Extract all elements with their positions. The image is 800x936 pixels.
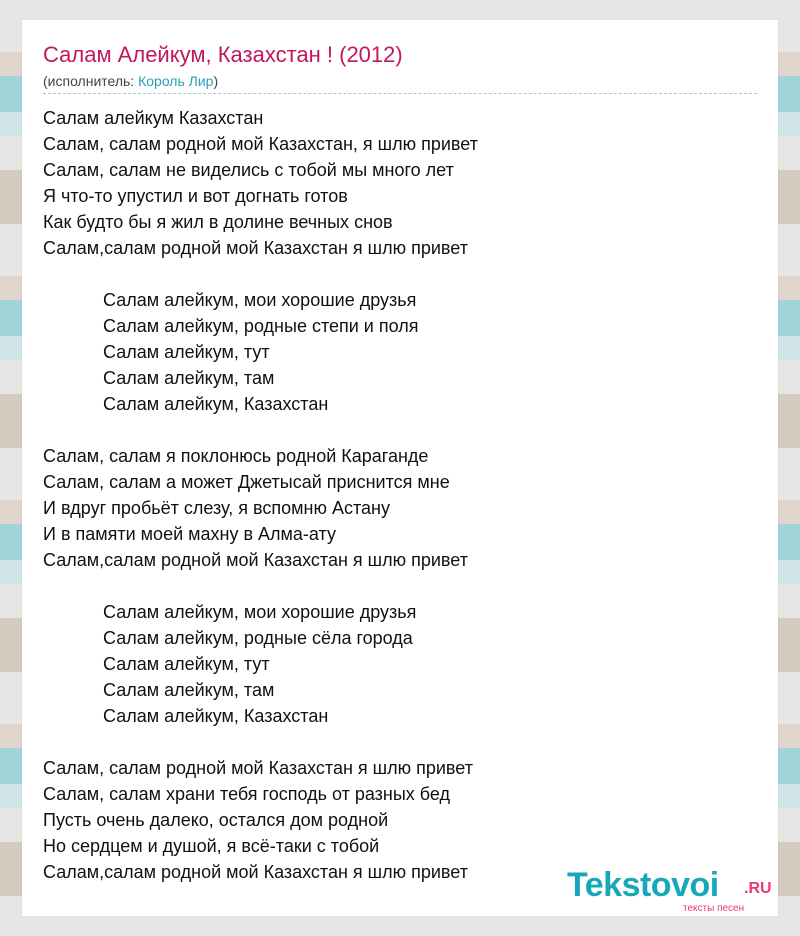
lyric-line: И вдруг пробьёт слезу, я вспомню Астану: [43, 498, 390, 518]
logo-tagline: тексты песен: [683, 903, 745, 914]
lyric-line: Пусть очень далеко, остался дом родной: [43, 810, 389, 830]
chorus-2: [43, 599, 763, 729]
verse-2: [43, 443, 763, 573]
lyric-line: Салам,салам родной мой Казахстан я шлю привет: [43, 550, 468, 570]
lyric-line: Как будто бы я жил в долине вечных снов: [43, 212, 393, 232]
lyric-line: Салам алейкум, Казахстан: [103, 394, 329, 414]
lyric-line: Салам, салам храни тебя господь от разных бед: [43, 784, 450, 804]
stanza-gap: [43, 729, 763, 755]
lyric-line: Салам, салам родной мой Казахстан, я шлю привет: [43, 134, 478, 154]
lyrics-body: [43, 105, 763, 885]
lyric-line: Салам, салам а может Джетысай приснится мне: [43, 472, 450, 492]
lyric-line: Салам алейкум, тут: [103, 342, 270, 362]
artist-link[interactable]: Король Лир: [138, 73, 214, 89]
lyric-line: Салам алейкум, там: [103, 680, 275, 700]
chorus-1: [43, 287, 763, 417]
lyric-line: Салам, салам не виделись с тобой мы много лет: [43, 160, 454, 180]
artist-suffix: ): [213, 73, 219, 89]
lyric-line: Но сердцем и душой, я всё-таки с тобой: [43, 836, 380, 856]
lyric-line: Салам алейкум Казахстан: [43, 108, 264, 128]
lyric-line: Салам алейкум, тут: [103, 654, 270, 674]
artist-line: [43, 73, 218, 89]
stanza-gap: [43, 573, 763, 599]
lyric-line: Салам,салам родной мой Казахстан я шлю привет: [43, 238, 468, 258]
stanza-gap: [43, 261, 763, 287]
lyrics-card: [22, 20, 778, 916]
divider: [43, 93, 757, 94]
lyric-line: Салам алейкум, родные сёла города: [103, 628, 413, 648]
lyric-line: Салам, салам я поклонюсь родной Караганде: [43, 446, 429, 466]
stanza-gap: [43, 417, 763, 443]
lyric-line: Салам,салам родной мой Казахстан я шлю привет: [43, 862, 468, 882]
verse-1: [43, 105, 763, 261]
logo-name: Tekstovoi: [567, 866, 719, 904]
logo-tld: .RU: [744, 880, 772, 897]
song-title: Салам Алейкум, Казахстан ! (2012): [43, 42, 403, 67]
lyric-line: Салам алейкум, Казахстан: [103, 706, 329, 726]
lyric-line: Салам алейкум, там: [103, 368, 275, 388]
artist-prefix: (исполнитель:: [43, 73, 139, 89]
lyric-line: Я что-то упустил и вот догнать готов: [43, 186, 348, 206]
lyric-line: Салам, салам родной мой Казахстан я шлю привет: [43, 758, 473, 778]
lyric-line: Салам алейкум, родные степи и поля: [103, 316, 419, 336]
lyric-line: И в памяти моей махну в Алма-ату: [43, 524, 336, 544]
site-logo[interactable]: [567, 866, 782, 916]
lyric-line: Салам алейкум, мои хорошие друзья: [103, 290, 417, 310]
lyric-line: Салам алейкум, мои хорошие друзья: [103, 602, 417, 622]
